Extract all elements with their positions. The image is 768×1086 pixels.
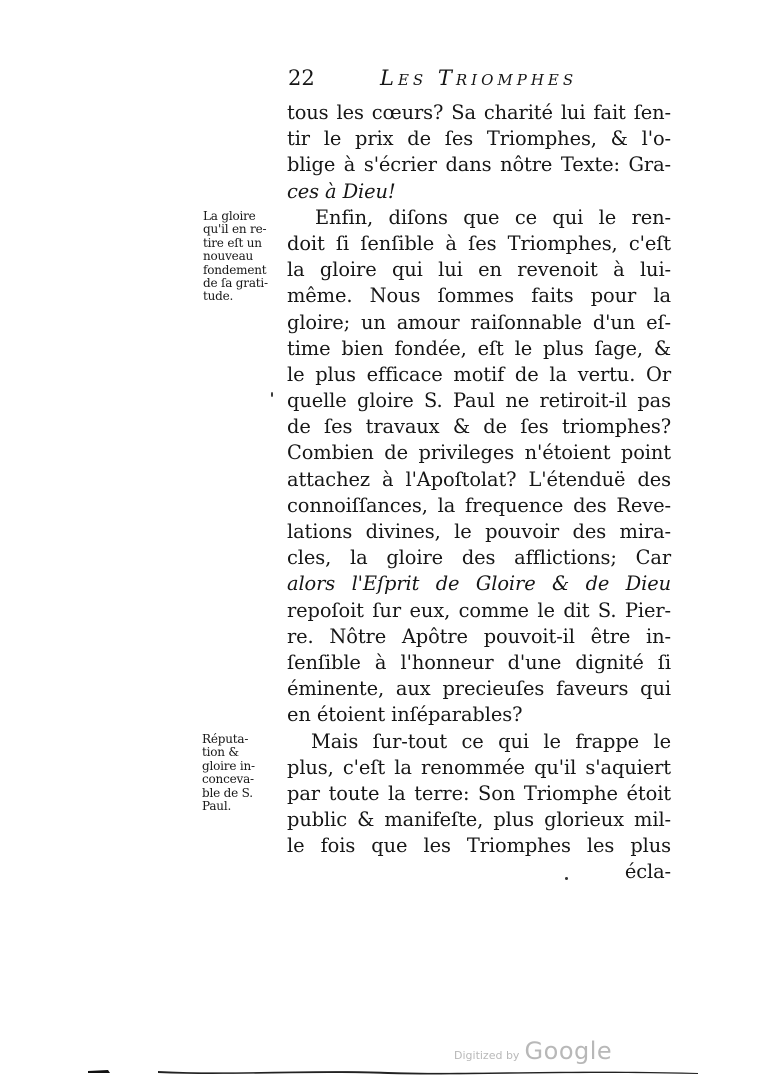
catchword: écla- [624, 860, 671, 884]
margin-note-line: gloire in- [202, 758, 255, 773]
margin-note-line: fondement [203, 262, 267, 277]
text-line: de ſes travaux & de ſes triomphes? [287, 415, 671, 439]
text-line: time bien fondée, eſt le plus ſage, & [287, 336, 671, 360]
margin-note [202, 733, 276, 813]
text-line [287, 179, 671, 205]
text-line: plus, c'eſt la renommée qu'il s'aquiert [287, 755, 671, 779]
margin-note-line: Paul. [202, 799, 232, 814]
ink-speck [565, 877, 568, 880]
text-line: le fois que les Triomphes les plus [287, 834, 671, 858]
margin-note-line: de ſa grati- [203, 276, 268, 291]
text-line: Enfin, diſons que ce qui le ren- [315, 205, 671, 229]
text-line: tir le prix de ſes Triomphes, & l'o- [287, 127, 671, 151]
text-line: connoiſſances, la frequence des Reve- [287, 493, 671, 517]
text-line-italic: ces à Dieu! [287, 179, 396, 203]
margin-note-line: ble de S. [202, 785, 253, 800]
text-line: gloire; un amour raiſonnable d'un eſ- [287, 310, 671, 334]
text-line: repoſoit ſur eux, comme le dit S. Pier- [287, 598, 671, 622]
text-line: re. Nôtre Apôtre pouvoit-il être in- [287, 624, 671, 648]
margin-note-line: Réputa- [202, 732, 249, 746]
text-line: par toute la terre: Son Triomphe étoit [287, 781, 671, 805]
text-line: blige à s'écrier dans nôtre Texte: Gra- [287, 153, 671, 177]
margin-note-line: tire eſt un [203, 235, 262, 250]
text-line: éminente, aux precieuſes faveurs qui [287, 677, 671, 701]
margin-note-line: nouveau [203, 249, 254, 264]
text-line: même. Nous ſommes faits pour la [287, 284, 671, 308]
text-line: ſenſible à l'honneur d'une dignité ſi [287, 650, 671, 674]
text-line: Combien de privileges n'étoient point [287, 441, 671, 465]
text-line: le plus efficace motif de la vertu. Or [287, 362, 671, 386]
scan-edge-rule [88, 1066, 698, 1076]
margin-note-line: tion & [202, 745, 239, 760]
text-line: lations divines, le pouvoir des mira- [287, 520, 671, 543]
margin-note [203, 210, 277, 304]
text-line: attachez à l'Apoſtolat? L'étenduë des [287, 467, 671, 491]
margin-note-line: La gloire [203, 209, 256, 223]
text-line: quelle gloire S. Paul ne retiroit-il pas [287, 389, 671, 413]
digitized-watermark [454, 1037, 612, 1065]
ink-speck [271, 392, 273, 397]
text-line: public & manifeſte, plus glorieux mil- [287, 808, 671, 832]
watermark-brand: Google [524, 1037, 613, 1065]
margin-note-line: tude. [203, 289, 234, 304]
text-line: tous les cœurs? Sa charité lui fait ſen- [287, 101, 671, 124]
watermark-prefix: Digitized by [454, 1049, 520, 1062]
text-line-italic: alors l'Eſprit de Gloire & de Dieu [287, 572, 671, 596]
running-title: Les Triomphes [380, 66, 578, 90]
text-line: en étoient inſéparables? [287, 703, 523, 727]
text-line: Mais ſur-tout ce qui le frappe le [311, 729, 671, 753]
page-header [288, 66, 668, 96]
text-line: doit ſi ſenſible à ſes Triomphes, c'eſt [287, 231, 671, 255]
margin-note-line: conceva- [202, 772, 254, 787]
text-line: cles, la gloire des afflictions; Car [287, 546, 671, 570]
margin-note-line: qu'il en re- [203, 222, 267, 237]
main-text [287, 100, 671, 886]
page-number: 22 [288, 66, 315, 90]
text-line: la gloire qui lui en revenoit à lui- [287, 258, 671, 282]
